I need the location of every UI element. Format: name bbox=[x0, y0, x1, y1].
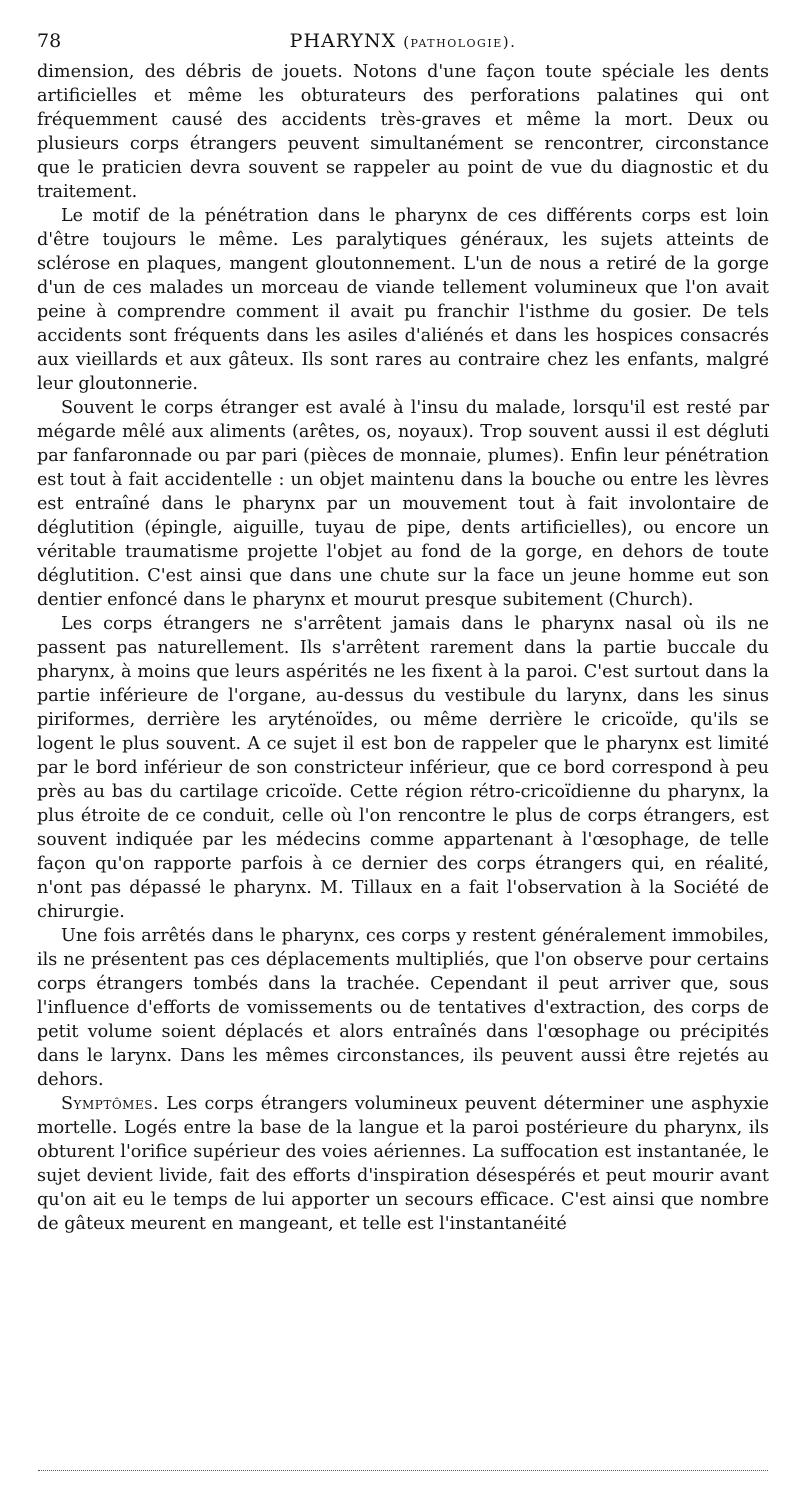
paragraph-penetration-motive: Le motif de la pénétration dans le pharynx de ces différents corps est loin d'être toujours le même. Les paralytiques généraux, les sujets atteints de sclérose en plaques, mangent gloutonnement. L'un de nous a retiré de la gorge d'un de ces malades un morceau de viande tellement volumineux que l'on avait peine à comprendre comment il avait pu franchir l'isthme du gosier. De tels accidents sont fréquents dans les asiles d'aliénés et dans les hospices consacrés aux vieillards et aux gâteux. Ils sont rares au contraire chez les enfants, malgré leur gloutonnerie. bbox=[37, 206, 769, 394]
footer-rule bbox=[38, 1470, 768, 1471]
paragraph-immobility: Une fois arrêtés dans le pharynx, ces corps y restent généralement immobiles, ils ne présentent pas ces déplacements multipliés, que l'on observe pour certains corps étrangers tombés dans la trachée. Cependant il peut arriver que, sous l'influence d'efforts de vomissements ou de tentatives d'extraction, des corps de petit volume soient déplacés et alors entraînés dans l'œsophage ou précipités dans le larynx. Dans les mêmes circonstances, ils peuvent aussi être rejetés au dehors. bbox=[37, 926, 769, 1090]
symptoms-text: Les corps étrangers volumineux peuvent déterminer une asphyxie mortelle. Logés entre la base de la langue et la paroi postérieure du pharynx, ils obturent l'orifice supérieur des voies aériennes. La suffocation est instantanée, le sujet devient livide, fait des efforts d'inspiration désespérés et peut mourir avant qu'on ait eu le temps de lui apporter un secours efficace. C'est ainsi que nombre de gâteux meurent en mangeant, et telle est l'instantanéité bbox=[37, 1094, 770, 1234]
page bbox=[37, 30, 769, 1236]
page-number: 78 bbox=[37, 30, 62, 52]
running-head-title: PHARYNX bbox=[289, 30, 397, 52]
paragraph-lodging-site: Les corps étrangers ne s'arrêtent jamais dans le pharynx nasal où ils ne passent pas naturellement. Ils s'arrêtent rarement dans la partie buccale du pharynx, à moins que leurs aspérités ne les fixent à la paroi. C'est surtout dans la partie inférieure de l'organe, au-dessus du vestibule du larynx, dans les sinus piriformes, derrière les aryténoïdes, ou même derrière le cricoïde, qu'ils se logent le plus souvent. A ce sujet il est bon de rappeler que le pharynx est limité par le bord inférieur de son constricteur inférieur, que ce bord correspond à peu près au bas du cartilage cricoïde. Cette région rétro-cricoïdienne du pharynx, la plus étroite de ce conduit, celle où l'on rencontre le plus de corps étrangers, est souvent indiquée par les médecins comme appartenant à l'œsophage, de telle façon qu'on rapporte parfois à ce dernier des corps étrangers qui, en réalité, n'ont pas dépassé le pharynx. M. Tillaux en a fait l'observation à la Société de chirurgie. bbox=[37, 614, 769, 922]
running-head-subtitle: (pathologie). bbox=[403, 33, 517, 51]
paragraph-symptoms bbox=[37, 1092, 769, 1236]
page-header bbox=[37, 30, 769, 60]
paragraph-continuation: dimension, des débris de jouets. Notons d'une façon toute spéciale les dents artificielles et même les obturateurs des perforations palatines qui ont fréquemment causé des accidents très-graves et même la mort. Deux ou plusieurs corps étrangers peuvent simultanément se rencontrer, circonstance que le praticien devra souvent se rappeler au point de vue du diagnostic et du traitement. bbox=[37, 62, 769, 202]
body-text bbox=[37, 60, 769, 1236]
running-head bbox=[37, 30, 769, 52]
section-heading-symptoms: Symptômes. bbox=[61, 1094, 160, 1114]
paragraph-accidental-swallowing: Souvent le corps étranger est avalé à l'insu du malade, lorsqu'il est resté par mégarde mêlé aux aliments (arêtes, os, noyaux). Trop souvent aussi il est dégluti par fanfaronnade ou par pari (pièces de monnaie, plumes). Enfin leur pénétration est tout à fait accidentelle : un objet maintenu dans la bouche ou entre les lèvres est entraîné dans le pharynx par un mouvement tout à fait involontaire de déglutition (épingle, aiguille, tuyau de pipe, dents artificielles), ou encore un véritable traumatisme projette l'objet au fond de la gorge, en dehors de toute déglutition. C'est ainsi que dans une chute sur la face un jeune homme eut son dentier enfoncé dans le pharynx et mourut presque subitement (Church). bbox=[37, 398, 769, 610]
